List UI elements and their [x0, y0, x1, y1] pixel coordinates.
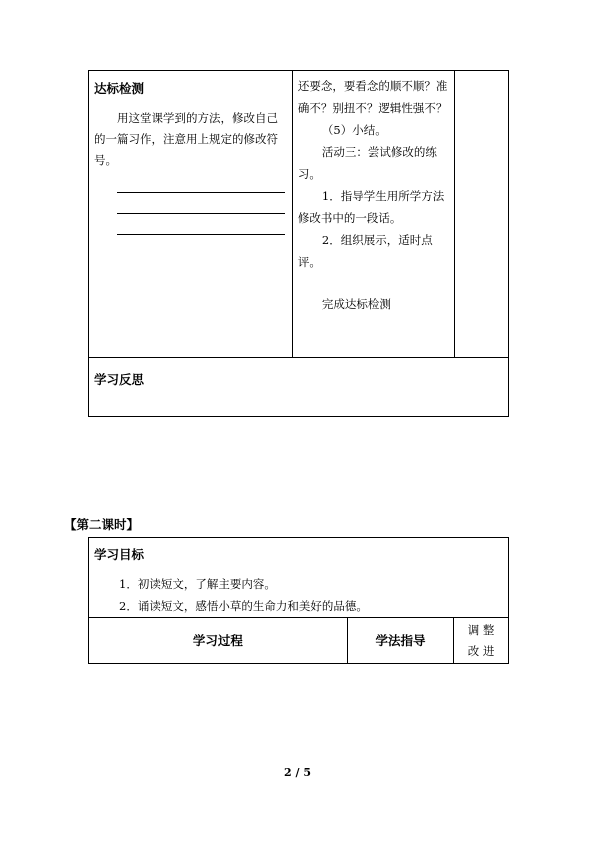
- lesson-table-1: [88, 70, 509, 417]
- mubiao-cell: [89, 538, 509, 618]
- process-line-5: 2．组织展示，适时点评。: [297, 233, 433, 269]
- dabiao-cell: [89, 71, 293, 358]
- section-title: 【第二课时】: [64, 517, 140, 532]
- col-adjust-line-2: 改 进: [467, 643, 495, 658]
- mubiao-item-2: 2．诵读短文，感悟小草的生命力和美好的品德。: [119, 599, 368, 613]
- adjust-cell: [454, 71, 508, 358]
- col-method-header: 学法指导: [347, 618, 454, 664]
- dabiao-body: 用这堂课学到的方法，修改自己的一篇习作，注意用上规定的修改符号。: [94, 111, 278, 167]
- process-cell: [292, 71, 454, 358]
- answer-line-2: [117, 213, 285, 214]
- fansi-cell: [89, 358, 509, 417]
- process-line-3: 活动三：尝试修改的练习。: [297, 145, 437, 181]
- answer-line-3: [117, 234, 285, 235]
- page-number: 2 / 5: [284, 766, 311, 779]
- mubiao-item-1: 1．初读短文，了解主要内容。: [119, 577, 276, 591]
- fansi-title: 学习反思: [94, 372, 145, 387]
- col-adjust-header: [454, 618, 509, 664]
- mubiao-title: 学习目标: [94, 547, 145, 562]
- col-process-header: 学习过程: [89, 618, 348, 664]
- process-line-1: 还要念，要看念的顺不顺？准确不？别扭不？逻辑性强不？: [297, 79, 448, 115]
- process-line-2: （5）小结。: [321, 123, 387, 137]
- process-line-4: 1．指导学生用所学方法修改书中的一段话。: [297, 189, 445, 225]
- answer-line-1: [117, 192, 285, 193]
- lesson-table-2: [88, 537, 509, 664]
- dabiao-title: 达标检测: [94, 81, 145, 96]
- process-line-6: 完成达标检测: [321, 297, 391, 311]
- col-adjust-line-1: 调 整: [467, 622, 495, 637]
